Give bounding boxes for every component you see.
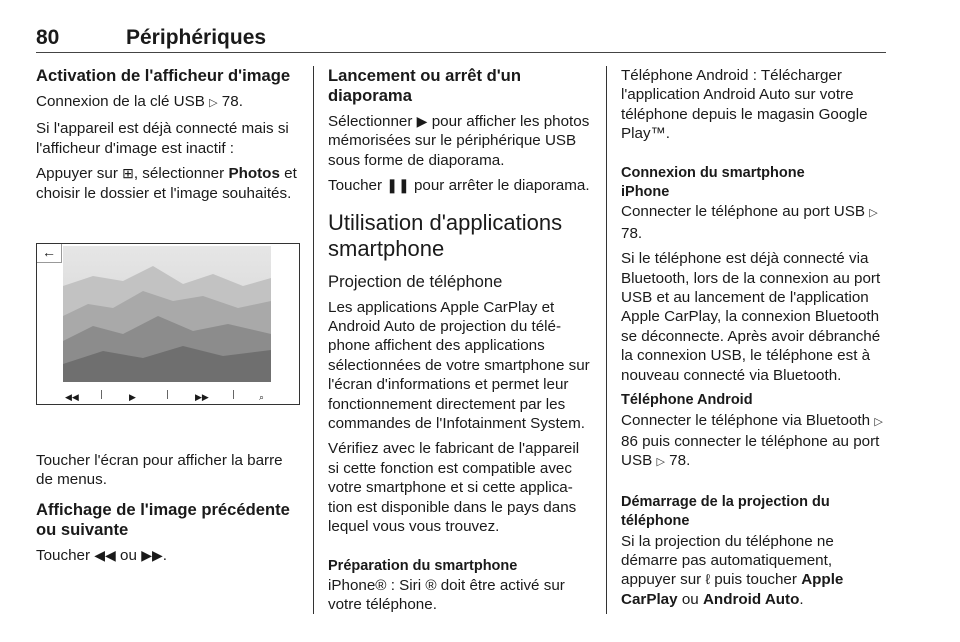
pause-icon: ❚❚ <box>386 177 410 194</box>
cross-ref-arrow-icon: ▷ <box>869 207 878 220</box>
page-header <box>36 26 886 53</box>
subheading-iphone: iPhone <box>621 184 670 201</box>
heading-smartphone-prep: Préparation du smartphone <box>328 557 518 574</box>
control-divider <box>101 390 102 399</box>
heading-slideshow: Lancement ou arrêt d'un diaporama <box>328 66 521 105</box>
mountain-landscape-image <box>63 246 271 382</box>
projection-app-icon: ℓ <box>705 571 710 588</box>
paragraph: Téléphone Android : Télécharger l'application Android Auto sur votre téléphone depuis le magasin Google Play™. <box>621 67 868 143</box>
control-divider <box>233 390 234 399</box>
heading-phone-projection: Projection de téléphone <box>328 271 503 291</box>
paragraph: Si l'appareil est déjà connecté mais si l'afficheur d'image est inactif : <box>36 120 289 157</box>
paragraph: iPhone® : Siri ® doit être activé sur votre téléphone. <box>328 576 565 614</box>
column-divider <box>313 66 314 614</box>
paragraph: Toucher l'écran pour afficher la barre de menus. <box>36 452 283 489</box>
heading-activation: Activation de l'afficheur d'image <box>36 66 291 85</box>
column-3 <box>621 66 886 615</box>
column-1 <box>36 66 300 571</box>
cross-ref-arrow-icon: ▷ <box>209 97 218 109</box>
heading-previous-next: Affichage de l'image précédente ou suivante <box>36 499 290 539</box>
paragraph: Connecter le téléphone via Bluetooth ▷ 86 puis connecter le téléphone au port USB ▷ 78. <box>621 411 883 470</box>
control-bar <box>37 384 299 404</box>
paragraph: Sélectionner ▶ pour afficher les photos mémorisées sur le périphérique USB sous forme de diaporama. <box>328 113 590 169</box>
heading-smartphone-apps: Utilisation d'applications smartphone <box>328 209 563 261</box>
paragraph: Appuyer sur ⊞, sélectionner Photos et choisir le dossier et l'image souhaités. <box>36 165 297 202</box>
page-title: Périphériques <box>126 26 267 49</box>
paragraph: Si la projection du téléphone ne démarre pas automatiquement, appuyer sur ℓ puis toucher Apple CarPlay ou Android Auto. <box>621 532 844 608</box>
play-icon: ▶ <box>416 113 428 129</box>
heading-start-projection: Démarrage de la projection du téléphone <box>621 493 830 530</box>
paragraph: Connexion de la clé USB ▷ 78. <box>36 93 243 110</box>
rewind-icon[interactable]: ◀◀ <box>65 392 79 403</box>
paragraph: Toucher ◀◀ ou ▶▶. <box>36 546 167 564</box>
picture-viewer-screen <box>36 243 300 405</box>
rewind-icon: ◀◀ <box>94 546 116 563</box>
paragraph: Toucher ❚❚ pour arrêter le diaporama. <box>328 177 590 195</box>
column-2 <box>328 66 590 621</box>
control-divider <box>167 390 168 399</box>
page-number: 80 <box>36 26 60 49</box>
fast-forward-icon[interactable]: ▶▶ <box>195 392 209 403</box>
paragraph: Si le téléphone est déjà connecté via Bluetooth, lors de la connexion au port USB et au lancement de l'application Apple CarPlay, la connexion Bluetooth se déconnecte. Après avoir débranché la connexion USB, le téléphone est à nouveau connecté via Bluetooth. <box>621 250 881 384</box>
back-arrow-icon[interactable]: ← <box>37 244 62 263</box>
fast-forward-icon: ▶▶ <box>141 546 163 563</box>
play-icon[interactable]: ▶ <box>129 392 136 403</box>
landscape-photo <box>63 246 271 382</box>
heading-smartphone-connection: Connexion du smartphone <box>621 164 805 181</box>
zoom-icon[interactable]: ⌕ <box>259 392 265 403</box>
paragraph: Vérifiez avec le fabricant de l'appareil si cette fonction est compatible avec votre smartphone et si cette application est disponible dans le pays dans lequel vous vous trouvez. <box>328 440 580 536</box>
menu-grid-icon: ⊞ <box>122 165 134 182</box>
subheading-android: Téléphone Android <box>621 392 753 409</box>
cross-ref-arrow-icon: ▷ <box>874 415 883 428</box>
cross-ref-arrow-icon: ▷ <box>656 456 665 469</box>
column-divider <box>606 66 607 614</box>
paragraph: Connecter le téléphone au port USB ▷ 78. <box>621 203 878 242</box>
paragraph: Les applications Apple CarPlay et Android Auto de projection du téléphone affichent des applications sélectionnées de votre smartphone sur l'écran d'informations et permet leur fonctionnement directement par les commandes de l'Infotainment System. <box>328 298 590 433</box>
